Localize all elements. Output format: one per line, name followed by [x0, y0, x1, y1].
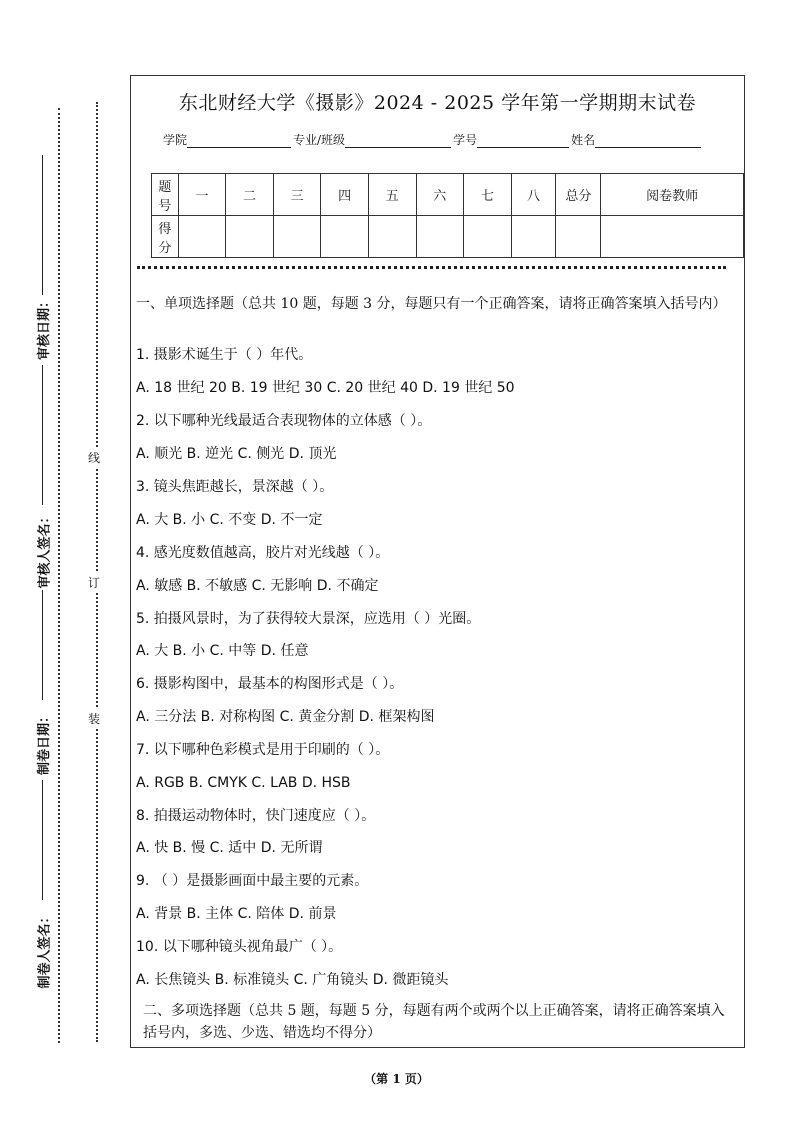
score-cell[interactable]: [321, 216, 369, 258]
name-blank[interactable]: [595, 135, 701, 148]
question-10: 10. 以下哪种镜头视角最广（ ）。: [136, 939, 343, 955]
cut-mark-ding: 订: [88, 572, 100, 593]
question-3: 3. 镜头焦距越长，景深越（ ）。: [136, 479, 334, 495]
question-3-options: A. 大 B. 小 C. 不变 D. 不一定: [136, 512, 323, 528]
field-label-student-id: 学号: [453, 133, 478, 147]
score-table: [151, 173, 744, 258]
question-2: 2. 以下哪种光线最适合表现物体的立体感（ ）。: [136, 413, 432, 429]
exam-frame: [130, 75, 745, 1048]
field-label-college: 学院: [163, 133, 188, 147]
margin-signature-line: [42, 365, 43, 505]
section2-heading: 二、多项选择题（总共 5 题，每题 5 分，每题有两个或两个以上正确答案，请将正确答案填入括号内，多选、少选、错选均不得分）: [143, 1003, 725, 1041]
exam-title: 东北财经大学《摄影》2024 - 2025 学年第一学期期末试卷: [178, 92, 697, 114]
question-4: 4. 感光度数值越高，胶片对光线越（ ）。: [136, 545, 390, 561]
page-number: （第 1 页）: [364, 1072, 429, 1086]
section1-heading: 一、单项选择题（总共 10 题，每题 3 分，每题只有一个正确答案，请将正确答案填入括号内）: [136, 296, 727, 312]
score-cell[interactable]: [178, 216, 226, 258]
score-table-col: 一: [178, 174, 226, 216]
question-7-options: A. RGB B. CMYK C. LAB D. HSB: [136, 775, 351, 791]
margin-dotted-line: [58, 108, 60, 1043]
question-9-options: A. 背景 B. 主体 C. 陪体 D. 前景: [136, 906, 337, 922]
question-2-options: A. 顺光 B. 逆光 C. 侧光 D. 顶光: [136, 446, 337, 462]
student-info-row: [163, 131, 703, 148]
question-10-options: A. 长焦镜头 B. 标准镜头 C. 广角镜头 D. 微距镜头: [136, 972, 449, 988]
margin-label-paper-date: 制卷日期：: [37, 709, 53, 776]
score-cell[interactable]: [368, 216, 416, 258]
cut-mark-zhuang: 装: [88, 708, 100, 729]
question-6-options: A. 三分法 B. 对称构图 C. 黄金分割 D. 框架构图: [136, 709, 435, 725]
score-table-col: 三: [273, 174, 321, 216]
margin-label-reviewer-signature: 审核人签名：: [37, 510, 53, 589]
score-cell[interactable]: [601, 216, 744, 258]
score-cell[interactable]: [464, 216, 512, 258]
question-8: 8. 拍摄运动物体时，快门速度应（ ）。: [136, 808, 376, 824]
score-table-col: 二: [226, 174, 274, 216]
question-7: 7. 以下哪种色彩模式是用于印刷的（ ）。: [136, 742, 390, 758]
score-table-col: 七: [464, 174, 512, 216]
question-9: 9. （ ）是摄影画面中最主要的元素。: [136, 873, 369, 889]
score-table-col: 八: [511, 174, 556, 216]
score-cell[interactable]: [273, 216, 321, 258]
score-cell[interactable]: [416, 216, 464, 258]
field-label-major-class: 专业/班级: [293, 133, 346, 147]
header-separator: [137, 266, 726, 269]
question-8-options: A. 快 B. 慢 C. 适中 D. 无所谓: [136, 840, 323, 856]
score-table-col-total: 总分: [556, 174, 601, 216]
margin-signature-line: [42, 780, 43, 900]
field-label-name: 姓名: [571, 133, 596, 147]
score-table-col: 五: [368, 174, 416, 216]
margin-label-review-date: 审核日期：: [37, 294, 53, 361]
score-cell[interactable]: [556, 216, 601, 258]
question-6: 6. 摄影构图中，最基本的构图形式是（ ）。: [136, 676, 404, 692]
score-table-row-label: 得分: [152, 216, 179, 258]
score-cell[interactable]: [226, 216, 274, 258]
student-id-blank[interactable]: [477, 135, 569, 148]
score-table-col: 四: [321, 174, 369, 216]
question-1: 1. 摄影术诞生于（ ）年代。: [136, 347, 313, 363]
margin-signature-line: [42, 590, 43, 700]
score-cell[interactable]: [511, 216, 556, 258]
score-table-col: 六: [416, 174, 464, 216]
margin-label-paper-signature: 制卷人签名：: [37, 910, 53, 989]
question-1-options: A. 18 世纪 20 B. 19 世纪 30 C. 20 世纪 40 D. 19 世纪 50: [136, 380, 515, 396]
question-5: 5. 拍摄风景时，为了获得较大景深，应选用（ ）光圈。: [136, 611, 481, 627]
major-class-blank[interactable]: [345, 135, 451, 148]
college-blank[interactable]: [187, 135, 291, 148]
question-4-options: A. 敏感 B. 不敏感 C. 无影响 D. 不确定: [136, 578, 379, 594]
question-5-options: A. 大 B. 小 C. 中等 D. 任意: [136, 643, 309, 659]
score-table-col-grader: 阅卷教师: [601, 174, 744, 216]
score-table-row-label: 题号: [152, 174, 179, 216]
cut-mark-xian: 线: [88, 447, 100, 468]
margin-signature-line: [42, 155, 43, 295]
